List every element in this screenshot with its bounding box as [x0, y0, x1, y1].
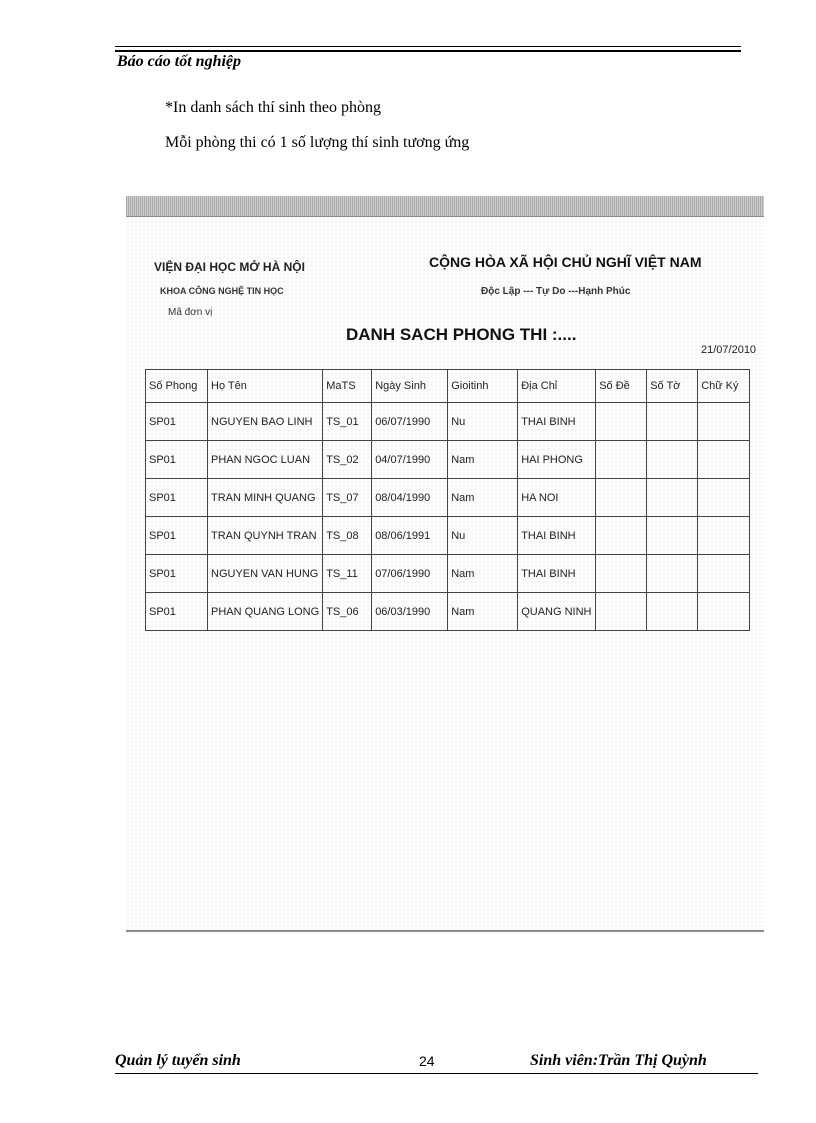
report-bottom-rule	[126, 930, 764, 932]
table-cell	[596, 441, 647, 479]
column-header: MaTS	[323, 370, 372, 403]
table-row	[146, 403, 750, 441]
table-cell: PHAN NGOC LUAN	[208, 441, 323, 479]
table-cell: NGUYEN BAO LINH	[208, 403, 323, 441]
page-number: 24	[419, 1053, 435, 1069]
column-header: Chữ Ký	[698, 370, 750, 403]
table-cell: QUANG NINH	[518, 593, 596, 631]
table-cell	[698, 555, 750, 593]
table-cell	[698, 517, 750, 555]
table-cell: THAI BINH	[518, 555, 596, 593]
table-cell	[698, 441, 750, 479]
table-row	[146, 593, 750, 631]
table-cell: TS_02	[323, 441, 372, 479]
table-cell: Nam	[448, 555, 518, 593]
table-cell: TRAN QUYNH TRAN	[208, 517, 323, 555]
table-row	[146, 517, 750, 555]
table-cell: 07/06/1990	[372, 555, 448, 593]
footer-left-title: Quản lý tuyển sinh	[115, 1052, 241, 1069]
column-header: Họ Tên	[208, 370, 323, 403]
table-cell	[596, 479, 647, 517]
table-cell: SP01	[146, 441, 208, 479]
table-cell: NGUYEN VAN HUNG	[208, 555, 323, 593]
table-row	[146, 479, 750, 517]
report-org-line-2: KHOA CÔNG NGHỆ TIN HỌC	[160, 286, 284, 296]
report-org-line-3: Mã đơn vị	[168, 307, 213, 318]
footer-student-name: Sinh viên:Trần Thị Quỳnh	[530, 1052, 707, 1069]
table-cell: HAI PHONG	[518, 441, 596, 479]
report-screenshot	[126, 196, 764, 934]
table-cell: TS_01	[323, 403, 372, 441]
table-cell: 04/07/1990	[372, 441, 448, 479]
table-cell	[647, 593, 698, 631]
header-rule-thin	[115, 46, 741, 47]
table-row	[146, 441, 750, 479]
table-row	[146, 555, 750, 593]
column-header: Gioitinh	[448, 370, 518, 403]
table-cell: Nam	[448, 593, 518, 631]
table-cell: Nam	[448, 441, 518, 479]
table-cell	[647, 479, 698, 517]
table-cell	[647, 403, 698, 441]
table-cell	[647, 555, 698, 593]
table-cell	[698, 593, 750, 631]
table-cell: 08/06/1991	[372, 517, 448, 555]
table-cell: 06/03/1990	[372, 593, 448, 631]
table-cell: HA NOI	[518, 479, 596, 517]
table-cell: 08/04/1990	[372, 479, 448, 517]
table-cell	[647, 517, 698, 555]
table-cell: Nam	[448, 479, 518, 517]
header-title: Báo cáo tốt nghiệp	[117, 53, 242, 70]
report-top-bar	[126, 196, 764, 217]
table-cell: SP01	[146, 479, 208, 517]
table-cell: THAI BINH	[518, 403, 596, 441]
exam-room-table	[145, 369, 750, 631]
column-header: Số Phong	[146, 370, 208, 403]
column-header: Địa Chỉ	[518, 370, 596, 403]
report-date: 21/07/2010	[701, 344, 757, 356]
report-org-line-1: VIỆN ĐẠI HỌC MỞ HÀ NỘI	[154, 260, 305, 274]
table-cell: PHAN QUANG LONG	[208, 593, 323, 631]
table-cell	[596, 403, 647, 441]
report-title: DANH SACH PHONG THI :....	[346, 325, 577, 344]
intro-line-1: *In danh sách thí sinh theo phòng	[165, 99, 381, 116]
table-cell: TRAN MINH QUANG	[208, 479, 323, 517]
table-cell: SP01	[146, 593, 208, 631]
table-cell: THAI BINH	[518, 517, 596, 555]
table-cell: TS_08	[323, 517, 372, 555]
table-cell: TS_06	[323, 593, 372, 631]
intro-line-2: Mỗi phòng thi có 1 số lượng thí sinh tương ứng	[165, 134, 470, 151]
table-cell	[647, 441, 698, 479]
table-cell: TS_07	[323, 479, 372, 517]
table-cell	[596, 517, 647, 555]
table-cell: Nu	[448, 517, 518, 555]
table-cell	[698, 403, 750, 441]
table-header-row	[146, 370, 750, 403]
table-cell: SP01	[146, 555, 208, 593]
table-cell	[596, 593, 647, 631]
table-cell	[596, 555, 647, 593]
table-cell: TS_11	[323, 555, 372, 593]
column-header: Số Đề	[596, 370, 647, 403]
footer-rule	[115, 1073, 758, 1074]
header-rule-thick	[115, 50, 741, 52]
report-nation-line-1: CỘNG HÒA XÃ HỘI CHỦ NGHĨ VIỆT NAM	[429, 254, 702, 270]
table-cell: SP01	[146, 517, 208, 555]
table-cell	[698, 479, 750, 517]
table-cell: SP01	[146, 403, 208, 441]
table-cell: 06/07/1990	[372, 403, 448, 441]
column-header: Số Tờ	[647, 370, 698, 403]
column-header: Ngày Sinh	[372, 370, 448, 403]
table-cell: Nu	[448, 403, 518, 441]
report-nation-line-2: Độc Lập --- Tự Do ---Hạnh Phúc	[481, 286, 631, 297]
